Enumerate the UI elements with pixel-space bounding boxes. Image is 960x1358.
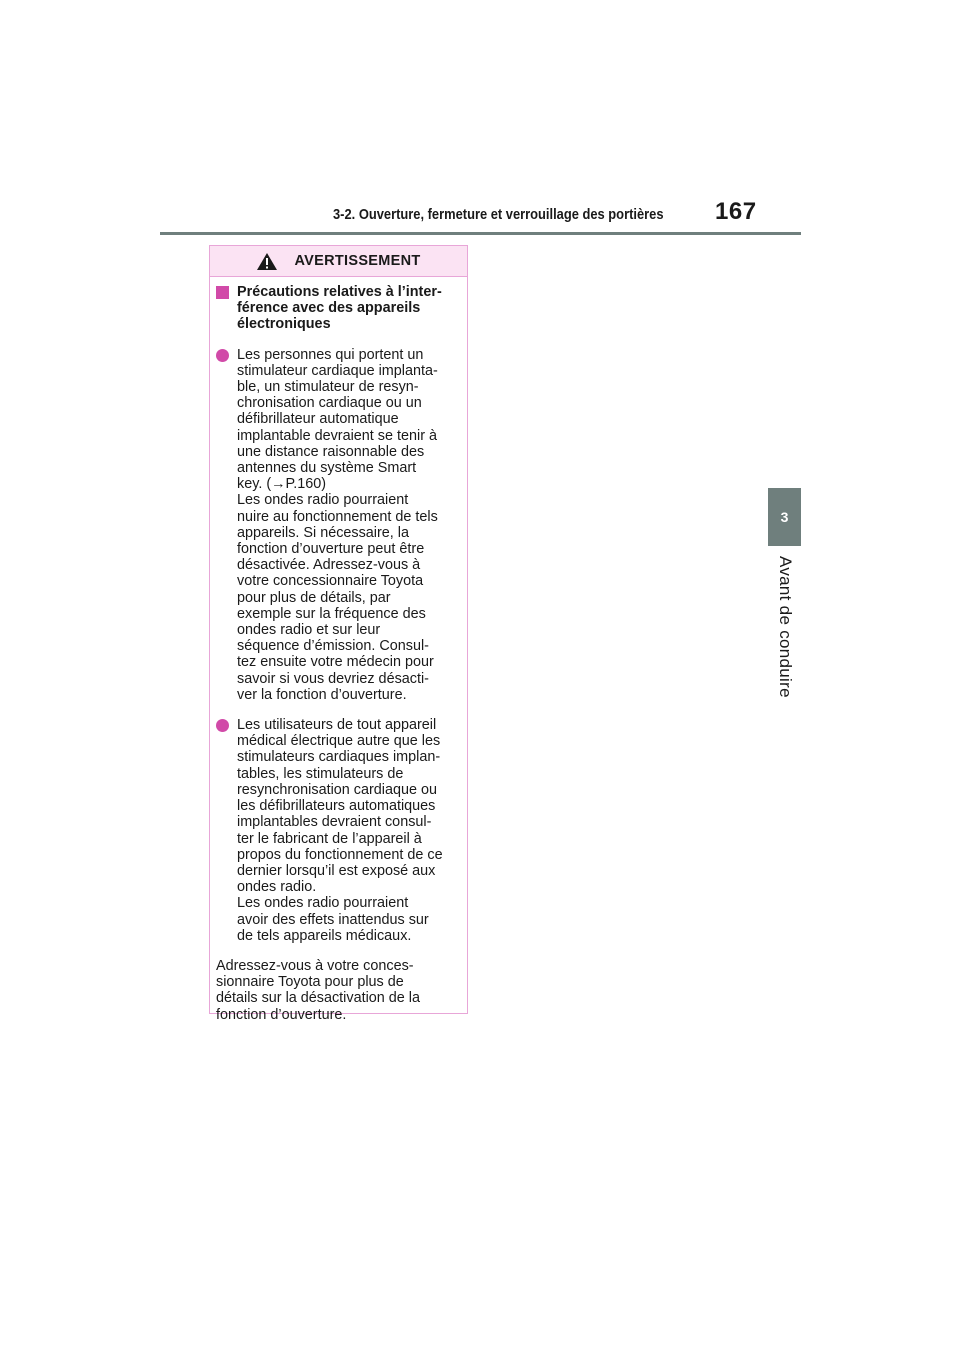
text-line: ble, un stimulateur de resyn- [237, 379, 419, 396]
section-heading [216, 284, 462, 333]
text-line: ver la fonction d’ouverture. [237, 686, 407, 703]
text-line: implantable devraient se tenir à [237, 427, 437, 444]
circle-bullet-icon [216, 349, 229, 362]
list-item-text [237, 347, 462, 703]
text-line: séquence d’émission. Consul- [237, 638, 429, 655]
list-item [216, 717, 462, 944]
text-line: défibrillateur automatique [237, 411, 399, 428]
list-item [216, 347, 462, 703]
text-line: de tels appareils médicaux. [237, 927, 412, 944]
text-line: férence avec des appareils [237, 300, 421, 317]
text-line: nuire au fonctionnement de tels [237, 508, 438, 525]
text-line: fonction d’ouverture peut être [237, 541, 425, 558]
text-line: antennes du système Smart [237, 460, 417, 477]
warning-box [209, 245, 468, 1023]
text-line: stimulateurs cardiaques implan- [237, 749, 441, 766]
chapter-tab [768, 488, 801, 546]
text-line: les défibrillateurs automatiques [237, 798, 436, 815]
text-line: tez ensuite votre médecin pour [237, 654, 434, 671]
text-line: Les ondes radio pourraient [237, 895, 409, 912]
text-line: Les utilisateurs de tout appareil [237, 717, 437, 734]
section-title: 3-2. Ouverture, fermeture et verrouillage des portières [333, 206, 664, 223]
warning-label: AVERTISSEMENT [294, 253, 421, 269]
text-line: Les ondes radio pourraient [237, 492, 409, 509]
text-line: Adressez-vous à votre conces- [216, 957, 414, 974]
warning-body [210, 277, 467, 1023]
closing-paragraph [216, 958, 462, 1023]
text-line: sionnaire Toyota pour plus de [216, 974, 404, 991]
text-line: stimulateur cardiaque implanta- [237, 362, 438, 379]
text-line: savoir si vous devriez désacti- [237, 670, 429, 687]
text-line: tables, les stimulateurs de [237, 765, 404, 782]
text-line: implantables devraient consul- [237, 814, 432, 831]
warning-triangle-icon [256, 252, 278, 271]
text-line: votre concessionnaire Toyota [237, 573, 424, 590]
text-line: fonction d’ouverture. [216, 1006, 347, 1023]
text-line: ondes radio et sur leur [237, 622, 381, 639]
square-bullet-icon [216, 286, 229, 299]
text-line: exemple sur la fréquence des [237, 605, 426, 622]
text-line: une distance raisonnable des [237, 443, 425, 460]
circle-bullet-icon [216, 719, 229, 732]
text-line: chronisation cardiaque ou un [237, 395, 422, 412]
text-line: ondes radio. [237, 879, 317, 896]
text-line: dernier lorsqu’il est exposé aux [237, 862, 436, 879]
header-rule [160, 232, 801, 235]
text-line: pour plus de détails, par [237, 589, 391, 606]
warning-header [210, 246, 467, 277]
chapter-number: 3 [780, 509, 789, 525]
text-line: propos du fonctionnement de ce [237, 846, 443, 863]
text-line: détails sur la désactivation de la [216, 990, 420, 1007]
text-line: médical électrique autre que les [237, 733, 441, 750]
text-line: resynchronisation cardiaque ou [237, 781, 437, 798]
text-line: ter le fabricant de l’appareil à [237, 830, 422, 847]
text-line: avoir des effets inattendus sur [237, 911, 429, 928]
text-line: Les personnes qui portent un [237, 346, 424, 363]
page-number: 167 [715, 198, 757, 225]
text-line: électroniques [237, 316, 331, 333]
text-line: key. (→P.160) [237, 476, 327, 493]
list-item-text [237, 717, 462, 944]
text-line: désactivée. Adressez-vous à [237, 557, 421, 574]
text-line: Précautions relatives à l’inter- [237, 284, 442, 300]
section-heading-text [237, 284, 462, 333]
chapter-label: Avant de conduire [776, 556, 795, 698]
text-line: appareils. Si nécessaire, la [237, 524, 409, 541]
